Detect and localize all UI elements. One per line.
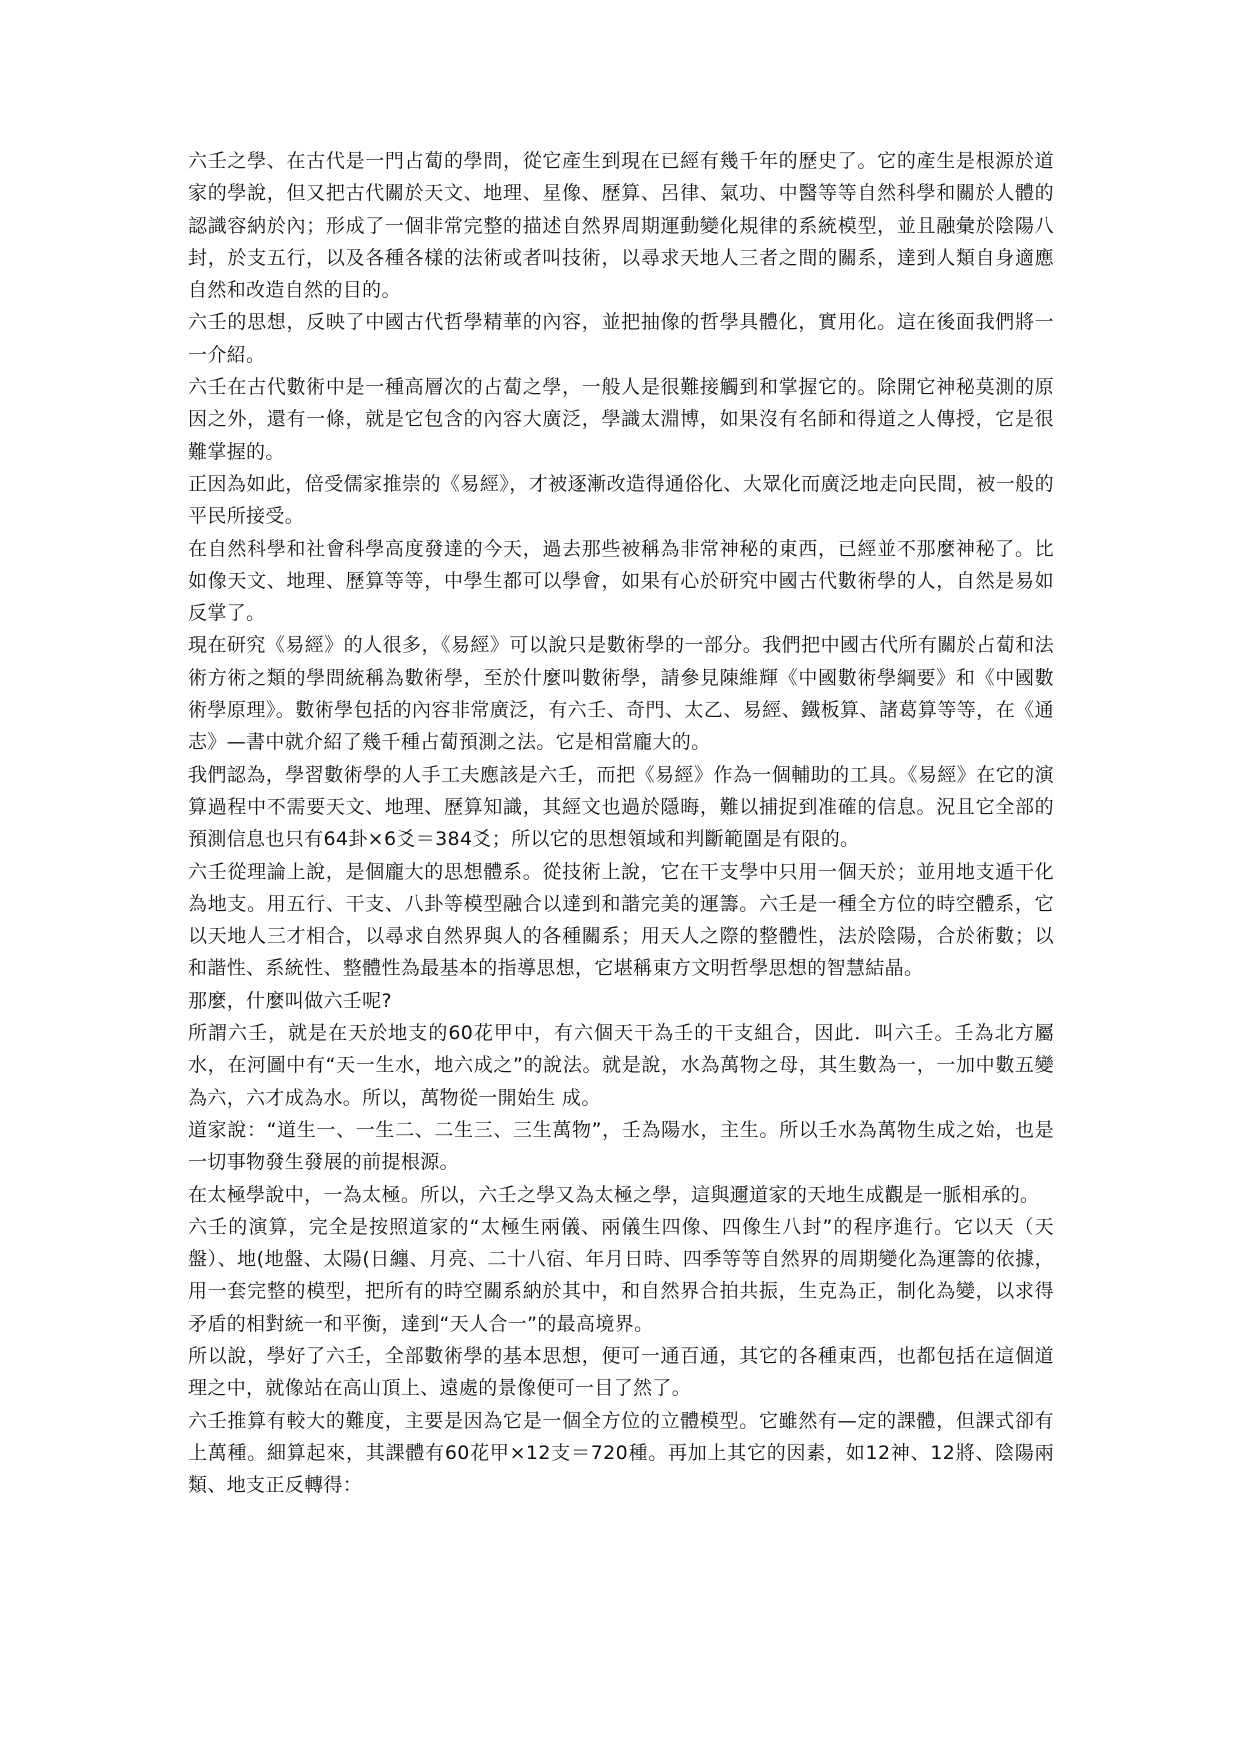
paragraph-14: 所以說，學好了六壬，全部數術學的基本思想，便可一通百通，其它的各種東西，也都包括在這個道理之中，就像站在高山頂上、遠處的景像便可一目了然了。 — [188, 1344, 1054, 1400]
paragraph-11: 道家說：“道生一、一生二、二生三、三生萬物”，壬為陽水，主生。所以壬水為萬物生成之始，也是一切事物發生發展的前提根源。 — [188, 1118, 1054, 1174]
paragraph-5: 在自然科學和社會科學高度發達的今天，過去那些被稱為非常神秘的東西，已經並不那麼神秘了。比如像天文、地理、歷算等等，中學生都可以學會，如果有心於研究中國古代數術學的人，自然是易如反掌了。 — [188, 537, 1054, 625]
paragraph-6: 現在研究《易經》的人很多，《易經》可以說只是數術學的一部分。我們把中國古代所有關於占蔔和法術方術之類的學問統稱為數術學，至於什麼叫數術學，請參見陳維輝《中國數術學綱要》和《中國數術學原理》。數術學包括的內容非常廣泛，有六壬、奇門、太乙、易經、鐵板算、諸葛算等等，在《通志》—書中就介紹了幾千種占蔔預測之法。它是相當龐大的。 — [188, 634, 1054, 754]
paragraph-15: 六壬推算有較大的難度，主要是因為它是一個全方位的立體模型。它雖然有—定的課體，但課式卻有上萬種。細算起來，其課體有60花甲×12支＝720種。再加上其它的因素，如12神、12將、陰陽兩類、地支正反轉得： — [188, 1409, 1054, 1497]
paragraph-10: 所謂六壬，就是在天於地支的60花甲中，有六個天干為壬的干支組合，因此．叫六壬。壬為北方屬水，在河圖中有“天一生水，地六成之”的說法。就是說，水為萬物之母，其生數為一，一加中數五變為六，六才成為水。所以，萬物從一開始生 成。 — [188, 1022, 1054, 1109]
paragraph-2: 六壬的思想，反映了中國古代哲學精華的內容，並把抽像的哲學具體化，實用化。這在後面我們將一一介紹。 — [188, 311, 1054, 366]
paragraph-13: 六壬的演算，完全是按照道家的“太極生兩儀、兩儀生四像、四像生八封”的程序進行。它以天（天盤）、地(地盤、太陽(日纏、月亮、二十八宿、年月日時、四季等等自然界的周期變化為運籌的依據，用一套完整的模型，把所有的時空關系納於其中，和自然界合拍共振，生克為正，制化為變，以求得矛盾的相對統一和平衡，達到“天人合一”的最高境界。 — [188, 1215, 1054, 1335]
document-body — [188, 145, 1054, 1501]
paragraph-12: 在太極學說中，一為太極。所以，六壬之學又為太極之學，這與邇道家的天地生成觀是一脈相承的。 — [188, 1183, 1040, 1206]
paragraph-3: 六壬在古代數術中是一種高層次的占蔔之學，一般人是很難接觸到和掌握它的。除開它神秘莫測的原因之外，還有一條，就是它包含的內容大廣泛，學識太淵博，如果沒有名師和得道之人傳授，它是很難掌握的。 — [188, 376, 1054, 463]
paragraph-8: 六壬從理論上說，是個龐大的思想體系。從技術上說，它在干支學中只用一個天於；並用地支遁干化為地支。用五行、干支、八卦等模型融合以達到和諧完美的運籌。六壬是一種全方位的時空體系，它以天地人三才相合，以尋求自然界與人的各種關系；用天人之際的整體性，法於陰陽，合於術數；以和諧性、系統性、整體性為最基本的指導思想，它堪稱東方文明哲學思想的智慧結晶。 — [188, 860, 1054, 980]
paragraph-1: 六壬之學、在古代是一門占蔔的學問，從它產生到現在已經有幾千年的歷史了。它的產生是根源於道家的學說，但又把古代關於天文、地理、星像、歷算、呂律、氣功、中醫等等自然科學和關於人體的認識容納於內；形成了一個非常完整的描述自然界周期運動變化規律的系統模型，並且融彙於陰陽八封，於支五行，以及各種各樣的法術或者叫技術，以尋求天地人三者之間的關系，達到人類自身適應自然和改造自然的目的。 — [188, 150, 1054, 302]
paragraph-7: 我們認為，學習數術學的人手工夫應該是六壬，而把《易經》作為一個輔助的工具。《易經》在它的演算過程中不需要天文、地理、歷算知識，其經文也過於隱晦，難以捕捉到准確的信息。況且它全部的預測信息也只有64卦×6爻＝384爻；所以它的思想領域和判斷範圍是有限的。 — [188, 763, 1054, 851]
paragraph-4: 正因為如此，倍受儒家推崇的《易經》，才被逐漸改造得通俗化、大眾化而廣泛地走向民間，被一般的平民所接受。 — [188, 472, 1054, 528]
paragraph-9: 那麼，什麼叫做六壬呢? — [188, 989, 392, 1012]
